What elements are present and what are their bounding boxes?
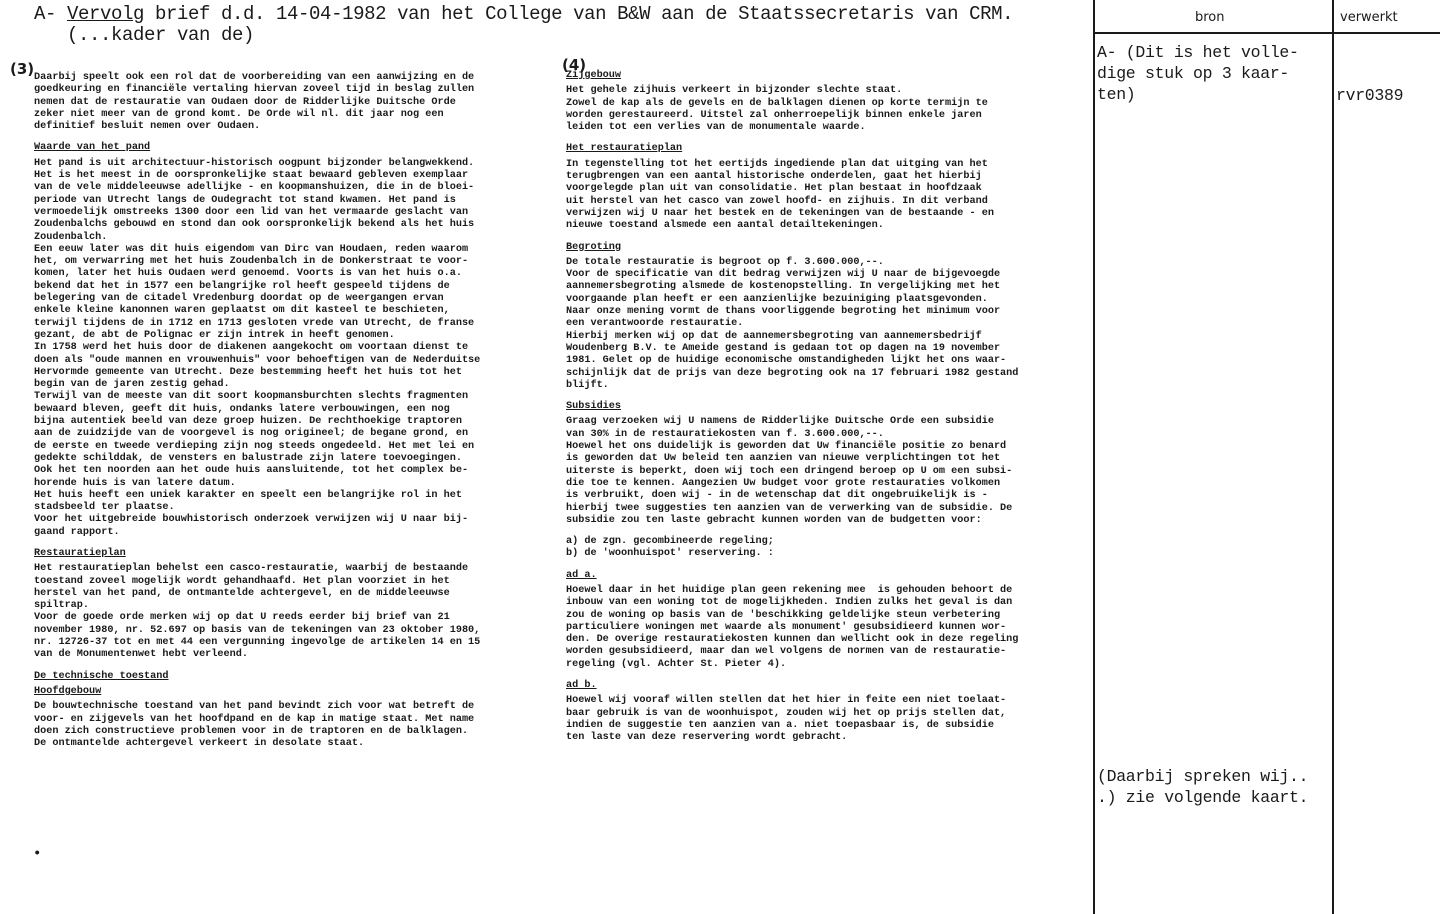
heading-begroting: Begroting — [566, 241, 622, 253]
title-subtitle: (...kader van de) — [67, 24, 255, 46]
heading-het-restauratieplan: Het restauratieplan — [566, 143, 683, 155]
column-4-number: (4) — [562, 56, 587, 74]
heading-waarde: Waarde van het pand — [34, 142, 151, 154]
heading-zijgebouw: Zijgebouw — [566, 70, 622, 81]
subsidies-paragraph: Graag verzoeken wij U namens de Ridderlijke Duitsche Orde een subsidie van 30% in de restauratiekosten van f. 3.600.000,--. Hoewel het ons duidelijk is geworden dat Uw financiële positie zo benard is geworden dat Uw beleid ten aanzien van nieuwe verplichtingen tot het uiterste is beperkt, doen wij toch een dringend beroep op U om een subsi- die toe te kennen. Aangezien Uw budget voor grote restauraties volkomen is verbruikt, doen wij - in de wetenschap dat dit ongebruikelijk is - hierbij twee suggesties ten aanzien van de verwerking van de subsidie. De subsidie zou ten laste gebracht kunnen worden van de budgetten voor: — [566, 416, 1013, 526]
bron-column-header: bron — [1195, 10, 1225, 25]
heading-ad-a: ad a. — [566, 569, 597, 581]
bullet-mark: • — [33, 846, 42, 862]
title-prefix: A- — [34, 3, 68, 25]
list-item-b: b) de 'woonhuispot' reservering. : — [566, 548, 774, 560]
column-3-number: (3) — [10, 60, 35, 78]
document-title — [34, 4, 1084, 46]
title-text: brief d.d. 14-04-1982 van het College van B&W aan de Staatssecretaris van CRM. — [144, 3, 1014, 25]
title-vervolg: Vervolg — [67, 3, 145, 25]
heading-technische-toestand: De technische toestand — [34, 670, 169, 682]
column-4 — [566, 56, 1086, 745]
table-header-rule — [1093, 32, 1440, 34]
ad-a-paragraph: Hoewel daar in het huidige plan geen rekening mee is gehouden behoort de inbouw van een woning tot de mogelijkheden. Indien zulks het geval is dan zou de woning op basis van de 'beschikking geldelijke steun verbetering particuliere woningen met waarde als monument' gesubsidieerd kunnen wor- den. De overige restauratiekosten kunnen dan wellicht ook in deze regeling worden gesubsidieerd, maar dan wel volgens de normen van de restauratie- regeling (vgl. Achter St. Pieter 4). — [566, 584, 1019, 670]
column-3 — [34, 56, 554, 750]
bron-note-bottom: (Daarbij spreken wij.. .) zie volgende kaart. — [1097, 767, 1309, 807]
heading-subsidies: Subsidies — [566, 401, 622, 413]
verwerkt-code: rvr0389 — [1336, 86, 1404, 105]
bron-note-top: A- (Dit is het volle- dige stuk op 3 kaar- ten) — [1097, 43, 1299, 104]
list-item-a: a) de zgn. gecombineerde regeling; — [566, 536, 774, 548]
heading-hoofdgebouw: Hoofdgebouw — [34, 685, 102, 697]
intro-paragraph: Daarbij speelt ook een rol dat de voorbereiding van een aanwijzing en de goedkeuring en financiële vertaling hiervan zoveel tijd in beslag zullen nemen dat de restauratie van Oudaen door de Ridderlijke Duitsche Orde zeker niet meer van de grond komt. De Orde wil nl. dit jaar nog een definitief besluit nemen over Oudaen. — [34, 72, 475, 133]
hoofdgebouw-paragraph: De bouwtechnische toestand van het pand bevindt zich voor wat betreft de voor- en zijgevels van het hoofdpand en de kap in matige staat. Met name doen zich constructieve problemen voor in de traptoren en de balklagen. De ontmantelde achtergevel verkeert in desolate staat. — [34, 701, 475, 750]
begroting-paragraph: De totale restauratie is begroot op f. 3.600.000,--. Voor de specificatie van dit bedrag verwijzen wij U naar de bijgevoegde aannemersbegroting alsmede de kostenopstelling. In vergelijking met het voorgaande plan heeft er een aanzienlijke bezuiniging plaatsgevonden. Naar onze mening vormt de thans voorliggende begroting het minimum voor een verantwoorde restauratie. Hierbij merken wij op dat de aannemersbegroting van aannemersbedrijf Woudenberg B.V. te Ameide gestand is gedaan tot op dagen na 19 november 1981. Gelet op de huidige economische omstandigheden lijkt het ons waar- schijnlijk dat de prijs van deze begroting ook na 17 februari 1982 gestand blijft. — [566, 256, 1019, 391]
het-restauratieplan-paragraph: In tegenstelling tot het eertijds ingediende plan dat uitging van het terugbrengen van een aantal historische onderdelen, gaat het hierbij voorgelegde plan uit van consolidatie. Het plan bestaat in hoofdzaak uit herstel van het casco van zowel hoofd- en zijhuis. In dit verband verwijzen wij U naar het bestek en de tekeningen van de bestaande - en nieuwe toestand alsmede een aantal detailtekeningen. — [566, 158, 994, 232]
zijgebouw-paragraph: Het gehele zijhuis verkeert in bijzonder slechte staat. Zowel de kap als de gevels en de balklagen dienen op korte termijn te worden gerestaureerd. Uitstel zal onherroepelijk binnen enkele jaren leiden tot een verlies van de monumentale waarde. — [566, 85, 988, 134]
waarde-paragraph: Het pand is uit architectuur-historisch oogpunt bijzonder belangwekkend. Het is het meest in de oorspronkelijke staat bewaard gebleven exemplaar van de vele middeleeuwse adellijke - en koopmanshuizen, die in de bloei- periode van Utrecht langs de Oudegracht tot stand kwamen. Het pand is vermoedelijk omstreeks 1300 door een lid van het vermaarde geslacht van Zoudenbalchs gebouwd en stond dan ook oorspronkelijk bekend als het huis Zoudenbalch. Een eeuw later was dit huis eigendom van Dirc van Houdaen, reden waarom het, om verwarring met het huis Zoudenbalch in de Donkerstraat te voor- komen, later het huis Oudaen werd genoemd. Voorts is van het huis o.a. bekend dat het in 1577 een belangrijke rol heeft gespeeld tijdens de belegering van de citadel Vredenburg doordat op de weergangen ervan enkele kleine kanonnen waren geplaatst om dit kasteel te beschieten, terwijl tijdens de in 1712 en 1713 gesloten vrede van Utrecht, de franse gezant, de abt de Polignac er zijn intrek in heeft genomen. In 1758 werd het huis door de diakenen aangekocht om voortaan dienst te doen als "oude mannen en vrouwenhuis" voor behoeftigen van de Nederduitse Hervormde gemeente van Utrecht. Deze bestemming heeft het huis tot het begin van de jaren zestig gehad. Terwijl van de meeste van dit soort koopmansburchten slechts fragmenten bewaard bleven, geeft dit huis, ondanks latere verbouwingen, een nog bijna autentiek beeld van deze groep huizen. De rechthoekige traptoren aan de zuidzijde van de voorgevel is nog origineel; de begane grond, en de eerste en tweede verdieping zijn nog steeds ongedeeld. Het met lei en gedekte schilddak, de vensters en balustrade zijn latere toevoegingen. Ook het ten noorden aan het oude huis aansluitende, tot het complex be- horende huis is van latere datum. Het huis heeft een uniek karakter en speelt een belangrijke rol in het stadsbeeld ter plaatse. Voor het uitgebreide bouwhistorisch onderzoek verwijzen wij U naar bij- gaand rapport. — [34, 157, 481, 538]
table-left-border — [1093, 0, 1095, 914]
verwerkt-column-header: verwerkt — [1340, 10, 1398, 25]
heading-ad-b: ad b. — [566, 680, 597, 692]
table-column-divider — [1332, 0, 1334, 914]
ad-b-paragraph: Hoewel wij vooraf willen stellen dat het hier in feite een niet toelaat- baar gebruik is van de woonhuispot, zouden wij het op prijs stellen dat, indien de suggestie ten aanzien van a. niet toepasbaar is, de subsidie ten laste van deze reservering wordt gebracht. — [566, 695, 1007, 744]
heading-restauratieplan: Restauratieplan — [34, 547, 126, 559]
restauratieplan-paragraph: Het restauratieplan behelst een casco-restauratie, waarbij de bestaande toestand zoveel mogelijk wordt gehandhaafd. Het plan voorziet in het herstel van het pand, de ontmantelde achtergevel, en de middeleeuwse spiltrap. Voor de goede orde merken wij op dat U reeds eerder bij brief van 21 november 1980, nr. 52.697 op basis van de tekeningen van 23 oktober 1980, nr. 12726-37 tot en met 44 een vergunning ingevolge de artikelen 14 en 15 van de Monumentenwet hebt verleend. — [34, 563, 481, 661]
